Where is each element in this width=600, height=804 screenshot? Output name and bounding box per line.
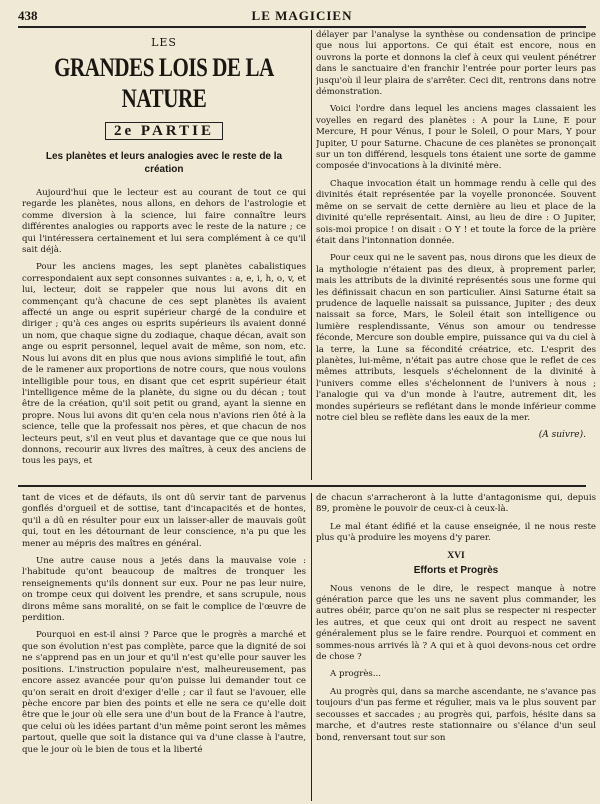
page-number: 438 xyxy=(18,8,38,23)
paragraph: Le mal étant édifié et la cause enseignée, il ne nous reste plus qu'à produire les moyens d'y parer. xyxy=(316,521,596,544)
column-divider xyxy=(311,30,312,480)
article-subtitle: Les planètes et leurs analogies avec le reste de la création xyxy=(45,151,283,175)
paragraph: Nous venons de le dire, le respect manque à notre génération parce que les uns ne savent plus commander, les autres obéir, parce qu'on ne sait plus se respecter ni respecter les autres, et que ceux qui ont droit au respect ne savent généralement plus se le faire rendre. Pourquoi et comment en sommes-nous arrivés là ? A qui et à quoi devons-nous cet ordre de chose ? xyxy=(316,583,596,663)
article-title: GRANDES LOIS DE LA NATURE xyxy=(54,52,274,114)
paragraph: de chacun s'arracheront à la lutte d'antagonisme qui, depuis 89, promène le pouvoir de ceux-ci à ceux-là. xyxy=(316,493,596,515)
paragraph: tant de vices et de défauts, ils ont dû servir tant de parvenus gonflés d'orgueil et de sottise, tant d'incapacités et de hontes, qu'il a dû en résulter pour eux un laisser-aller de mauvais goût qui, tout en les détournant de leur conscience, n'a pu que les mener au mépris des maîtres en général. xyxy=(22,493,306,549)
page-header xyxy=(18,8,586,24)
paragraph: Pourquoi en est-il ainsi ? Parce que le progrès a marché et que son évolution n'est pas complète, parce que la dignité de soi ne s'apprend pas en un jour et qu'il n'est qu'elle pour sauver les positions. L'instruction populaire n'est, malheureusement, pas encore assez avancée pour qu'on puisse lui demander tout ce qu'on serait en droit d'exiger d'elle ; car il faut se l'avouer, elle pèche encore par bien des points et elle ne sera ce qu'elle doit être que le jour où elle sera une d'un bout de la France à l'autre, que celui où les idées partant d'un même point seront les mêmes partout, quelle que soit la distance qui va d'une classe à l'autre, que le jour où le bien de tous et la liberté xyxy=(22,630,306,755)
top-left-column xyxy=(22,30,306,482)
paragraph: Une autre cause nous a jetés dans la mauvaise voie : l'habitude qu'ont beaucoup de maîtres de tronquer les renseignements qu'ils donnent sur eux. Pour ne pas leur nuire, on trompe ceux qui doivent les prendre, et sans scrupule, nous dirons même sans moralité, on se fait le complice de l'œuvre de perdition. xyxy=(22,556,306,624)
article-pre-title: LES xyxy=(151,36,177,49)
paragraph: Pour les anciens mages, les sept planètes cabalistiques correspondaient aux sept consonnes suivantes : a, e, i, h, o, v, et lui, lecteur, doit se rappeler que nous lui avons dit en commençant qu'à chacune de ces sept planètes ils avaient affecté un ange ou esprit supérieur chargé de la conduire et diriger ; qu'à ces anges ou esprits supérieurs ils avaient donné un nom, que chaque signe du zodiaque, chaque décan, avait son ange ou esprit personnel, lequel avait de même, son nom, etc. Nous lui avons dit en plus que nous avions simplifié le tout, afin de le ramener aux proportions de notre cours, que nous voulons intelligible pour tous, en disant que cet esprit supérieur était l'intelligence même de la planète, du signe ou du décan ; tout être de la création, qu'il soit petit ou grand, ayant la sienne en propre. Nous lui avons dit qu'en cela nous n'avions rien ôté à la science, telle que la professait nos pères, et que chacun de nos lecteurs peut, s'il en veut plus et davantage que ce que nous lui donnons, recourir aux livres des maîtres, à ceux des anciens de tous les pays, et xyxy=(22,262,306,467)
paragraph: délayer par l'analyse la synthèse ou condensation de principe que nous lui apportons. Ce qui était est encore, nous en ouvrons la porte et donnons la clef à ceux qui veulent pénétrer dans le sanctuaire d'en franchir l'entrée pour porter leurs pas jusqu'où il leur plaira de s'arrêter. Ceci dit, rentrons dans notre démonstration. xyxy=(316,30,596,98)
to-be-continued: (A suivre). xyxy=(538,430,586,441)
paragraph: Aujourd'hui que le lecteur est au courant de tout ce qui regarde les planètes, nous allons, en dehors de l'astrologie et comme diversion à la science, lui faire connaître leurs différentes analogies ou rapports avec le reste de la nature ; ce qui l'intéressera certainement et lui sera complément à ce qu'il sait déjà. xyxy=(22,188,306,256)
paragraph: Chaque invocation était un hommage rendu à celle qui des divinités était représentée par la voyelle prononcée. Souvent même on se servait de cette dernière au lieu et place de la divinité qu'elle représentait. Ainsi, au lieu de dire : O Jupiter, sois-moi propice ! on disait : O Y ! et toute la force de la prière était dans l'intonnation donnée. xyxy=(316,178,596,246)
section-number: XVI xyxy=(447,550,465,561)
part-label: 2e PARTIE xyxy=(105,122,223,140)
section-rule xyxy=(18,485,586,487)
article-part xyxy=(22,122,306,140)
top-right-column xyxy=(316,30,596,482)
paragraph: Voici l'ordre dans lequel les anciens mages classaient les voyelles en regard des planètes : A pour la Lune, E pour Mercure, H pour Vénus, I pour le Soleil, O pour Mars, Y pour Jupiter, U pour Saturne. Chacune de ces planètes se prononçait sur un ton différend, lesquels tons étaient une sorte de gamme composée d'invocations à la divinité mère. xyxy=(316,104,596,172)
bottom-left-column xyxy=(22,493,306,801)
header-rule xyxy=(18,26,586,28)
paragraph: A progrès... xyxy=(330,669,382,680)
journal-title: LE MAGICIEN xyxy=(251,8,353,23)
paragraph: Au progrès qui, dans sa marche ascendante, ne s'avance pas toujours d'un pas ferme et régulier, mais va le plus souvent par secousses et saccades ; au progrès qui, parfois, hésite dans sa marche, et d'autres reste stationnaire ou s'élance d'un seul bond, renversant tout sur son xyxy=(316,686,596,743)
bottom-right-column xyxy=(316,493,596,801)
paragraph: Pour ceux qui ne le savent pas, nous dirons que les dieux de la mythologie n'étaient pas des dieux, à proprement parler, mais les attributs de la divinité représentés sous une forme qui les définissait chacun en son particulier. Ainsi Saturne était sa prudence de laquelle naissait sa puissance, Jupiter ; des deux naissait sa force, Mars, le Soleil était son intelligence ou lumière resplendissante, Vénus son amour ou tendresse féconde, Mercure son double empire, puissance qui va du ciel à la terre, la Lune sa fécondité créatrice, etc. L'esprit des planètes, lui-même, n'était pas autre chose que le reflet de ces mêmes attributs, lesquels s'échelonnent de la divinité à l'univers comme elles s'échelonnent de l'univers à nous ; l'analogie qui va d'un monde à l'autre, autrement dit, les mondes supérieurs se reflétant dans le monde inférieur comme notre ciel bleu se reflète dans les eaux de la mer. xyxy=(316,253,596,423)
section-title: Efforts et Progrès xyxy=(413,564,499,576)
column-divider xyxy=(311,493,312,801)
